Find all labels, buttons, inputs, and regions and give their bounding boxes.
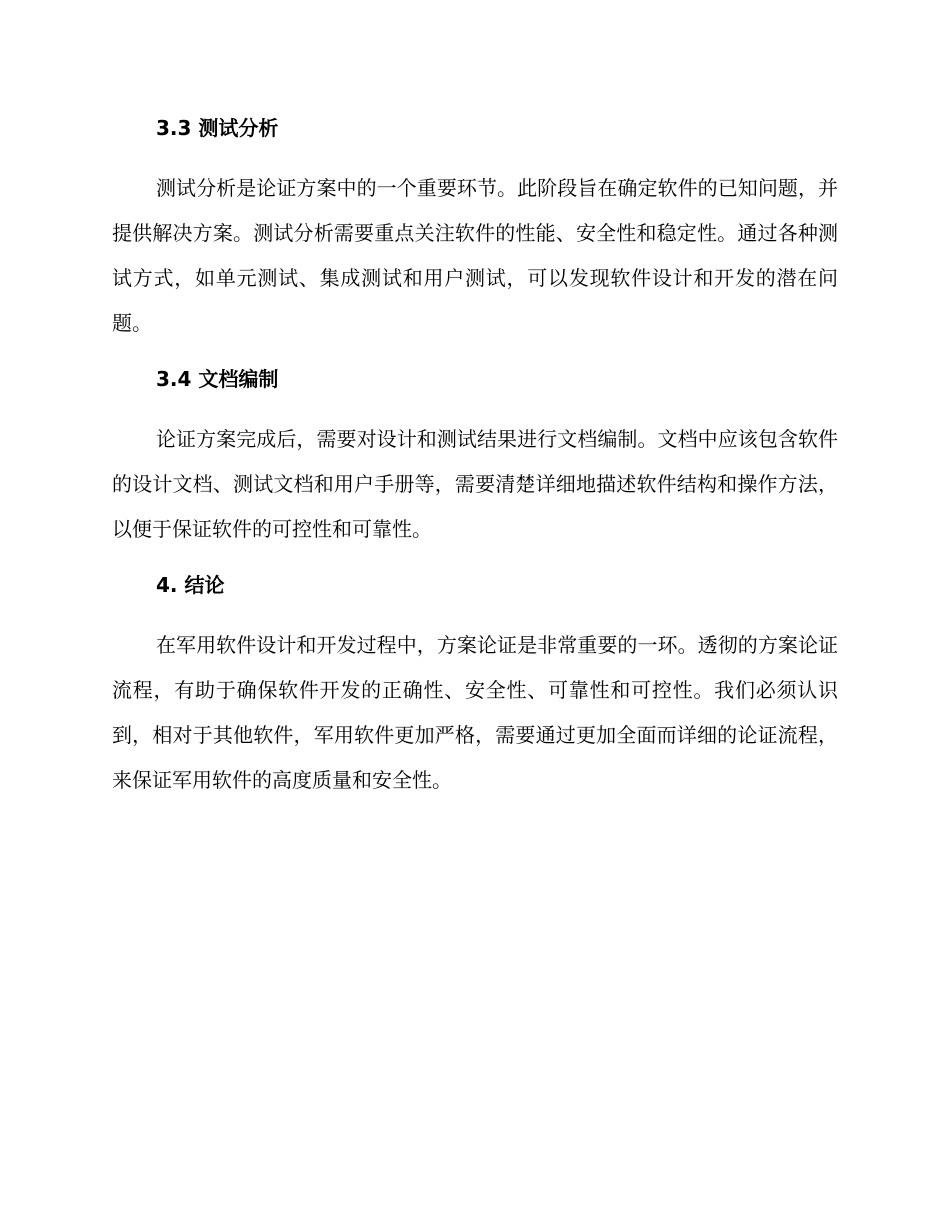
section-heading-documentation: 3.4 文档编制 (156, 367, 279, 391)
spacer (112, 601, 838, 623)
spacer (112, 346, 838, 363)
section-heading-test-analysis: 3.3 测试分析 (156, 116, 279, 140)
spacer (112, 395, 838, 417)
spacer (112, 552, 838, 569)
section-paragraph-conclusion: 在军用软件设计和开发过程中，方案论证是非常重要的一环。透彻的方案论证流程，有助于确保软件开发的正确性、安全性、可靠性和可控性。我们必须认识到，相对于其他软件，军用软件更加严格，需要通过更加全面而详细的论证流程，来保证军用软件的高度质量和安全性。 (112, 633, 838, 792)
section-paragraph-documentation: 论证方案完成后，需要对设计和测试结果进行文档编制。文档中应该包含软件的设计文档、测试文档和用户手册等，需要清楚详细地描述软件结构和操作方法，以便于保证软件的可控性和可靠性。 (112, 427, 838, 541)
section-paragraph-test-analysis: 测试分析是论证方案中的一个重要环节。此阶段旨在确定软件的已知问题，并提供解决方案。测试分析需要重点关注软件的性能、安全性和稳定性。通过各种测试方式，如单元测试、集成测试和用户测试，可以发现软件设计和开发的潜在问题。 (112, 176, 838, 335)
document-content (112, 112, 838, 803)
spacer (112, 144, 838, 166)
section-heading-conclusion: 4. 结论 (156, 573, 225, 597)
